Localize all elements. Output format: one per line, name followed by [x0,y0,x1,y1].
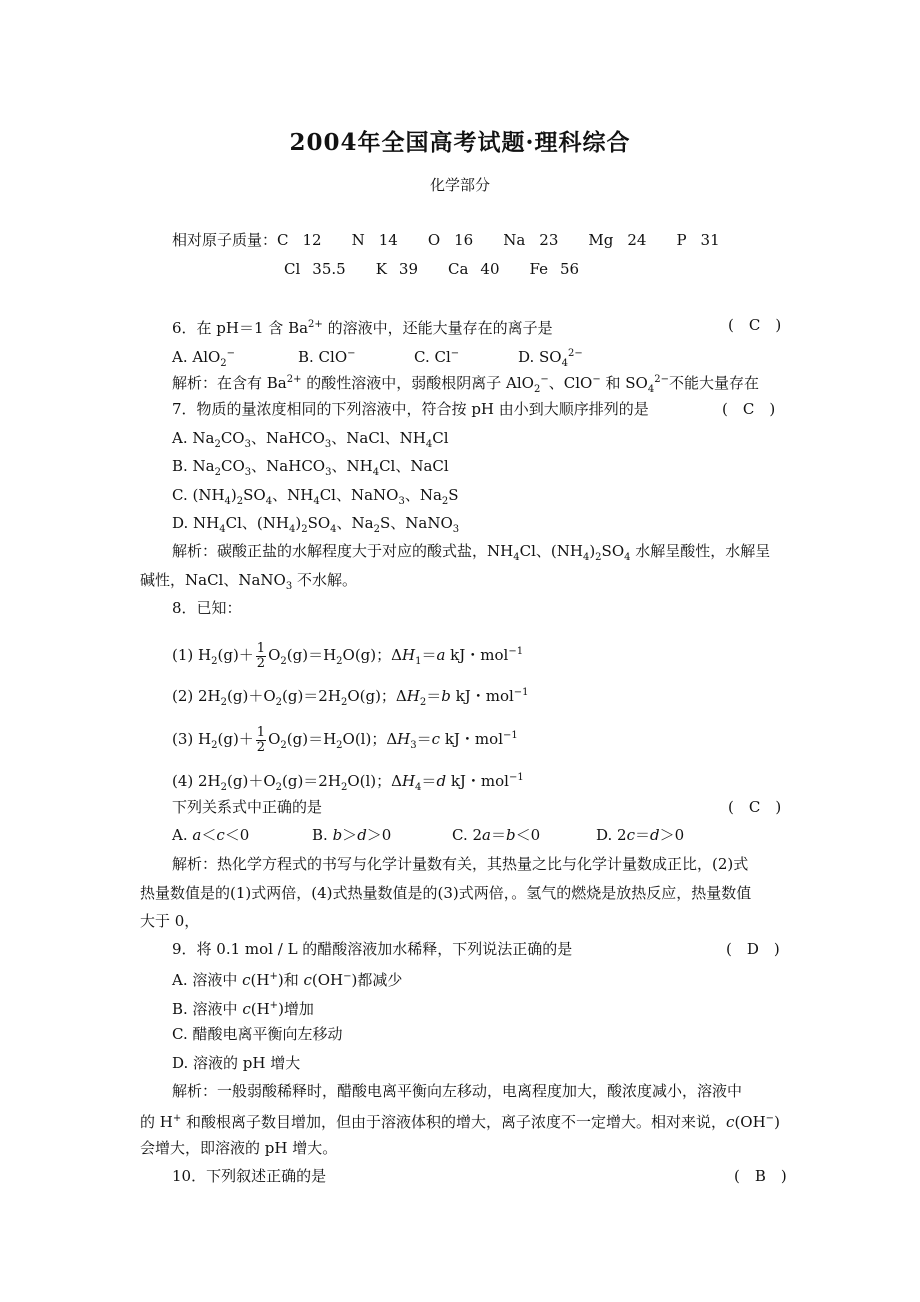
question-6-stem: 6．在 pH＝1 含 $Ba^{2+}$ 的溶液中，还能大量存在的离子是 [172,319,553,337]
question-10-answer: ( B ) [734,1167,787,1185]
question-9-option-b: B. 溶液中 c(H+)增加 [172,1000,314,1018]
atomic-mass-label: 相对原子质量： [172,231,278,249]
question-7-explanation-line-1: 解析：碳酸正盐的水解程度大于对应的酸式盐，$NH_4Cl$、$(NH_4)_2SO_4$ 水解呈酸性，水解呈 [172,542,771,563]
question-8-explanation-line-3: 大于 0， [140,912,200,930]
option-a: A. AlO$_2$− [172,348,236,369]
question-7-answer: ( C ) [722,400,776,418]
question-7-stem: 7．物质的量浓度相同的下列溶液中，符合按 pH 由小到大顺序排列的是 [172,400,649,418]
option-d: D. $SO_4^{2-}$ [518,348,583,369]
question-6-explanation: 解析：在含有 $Ba^{2+}$ 的酸性溶液中，弱酸根阴离子 AlO$_2$−、ClO− 和 $SO_4^{2-}$不能大量存在 [172,374,759,395]
page-title: 2004年全国高考试题·理科综合 [289,129,631,156]
equation-2: (2) $2H_2(g)+O_2(g)=2H_2O(g)$；$\Delta H_2=b$ kJ・mol$^{-1}$ [172,687,529,708]
question-8-answer: ( C ) [728,798,782,816]
question-7-option-b: B. $Na_2CO_3$、NaHCO$_3$、$NH_4Cl$、NaCl [172,457,449,478]
option-c: C. Cl− [414,348,460,366]
question-7-option-c: C. $(NH_4)_2SO_4$、$NH_4Cl$、NaNO$_3$、$Na_2S$ [172,486,459,507]
question-7-option-d: D. $NH_4Cl$、$(NH_4)_2SO_4$、$Na_2S$、NaNO$_3$ [172,514,460,535]
atomic-mass-line-1: 相对原子质量：C 12 N 14 O 16 Na 23 Mg 24 P 31 [172,231,720,249]
question-9-explanation-line-1: 解析：一般弱酸稀释时，醋酸电离平衡向左移动，电离程度加大，酸浓度减小，溶液中 [172,1082,743,1100]
question-7-option-a: A. $Na_2CO_3$、NaHCO$_3$、NaCl、$NH_4Cl$ [172,429,449,450]
equation-1: (1) $H_2(g)+$ $\frac{1}{2}$ $O_2(g)=H_2O(g)$；$\Delta H_1=a$ kJ・mol$^{-1}$ [172,640,524,671]
option-d: D. 2c＝d＞0 [596,826,685,844]
equation-3: (3) $H_2(g)+$ $\frac{1}{2}$ $O_2(g)=H_2O(l)$；$\Delta H_3=c$ kJ・mol$^{-1}$ [172,724,518,755]
question-9-answer: ( D ) [726,940,780,958]
atomic-mass-line-2: Cl 35.5 K 39 Ca 40 Fe 56 [284,260,580,278]
question-7-explanation-line-2: 碱性，NaCl、NaNO$_3$ 不水解。 [140,571,357,592]
question-6-answer: ( C ) [728,316,782,334]
question-9-option-c: C. 醋酸电离平衡向左移动 [172,1025,343,1043]
question-9-explanation-line-3: 会增大，即溶液的 pH 增大。 [140,1139,338,1157]
option-b: B. ClO− [298,348,356,366]
question-8-explanation-line-2: 热量数值是的(1)式两倍，(4)式热量数值是的(3)式两倍，。氢气的燃烧是放热反应，热量数值 [140,884,752,902]
question-9-option-d: D. 溶液的 pH 增大 [172,1054,301,1072]
question-9-stem: 9．将 0.1 mol / L 的醋酸溶液加水稀释，下列说法正确的是 [172,940,573,958]
question-8-stem: 8．已知： [172,599,242,617]
question-9-explanation-line-2: 的 H+ 和酸根离子数目增加，但由于溶液体积的增大，离子浓度不一定增大。相对来说，c(OH−) [140,1113,780,1131]
question-8-explanation-line-1: 解析：热化学方程式的书写与化学计量数有关，其热量之比与化学计量数成正比，(2)式 [172,855,749,873]
question-8-question: 下列关系式中正确的是 [172,798,323,816]
question-10-stem: 10．下列叙述正确的是 [172,1167,327,1185]
option-c: C. 2a＝b＜0 [452,826,541,844]
option-a: A. a＜c＜0 [172,826,250,844]
equation-4: (4) $2H_2(g)+O_2(g)=2H_2O(l)$；$\Delta H_4=d$ kJ・mol$^{-1}$ [172,772,524,793]
question-9-option-a: A. 溶液中 c(H+)和 c(OH−)都减少 [172,971,403,989]
option-b: B. b＞d＞0 [312,826,392,844]
section-title: 化学部分 [429,176,490,194]
question-8-options [172,825,684,845]
